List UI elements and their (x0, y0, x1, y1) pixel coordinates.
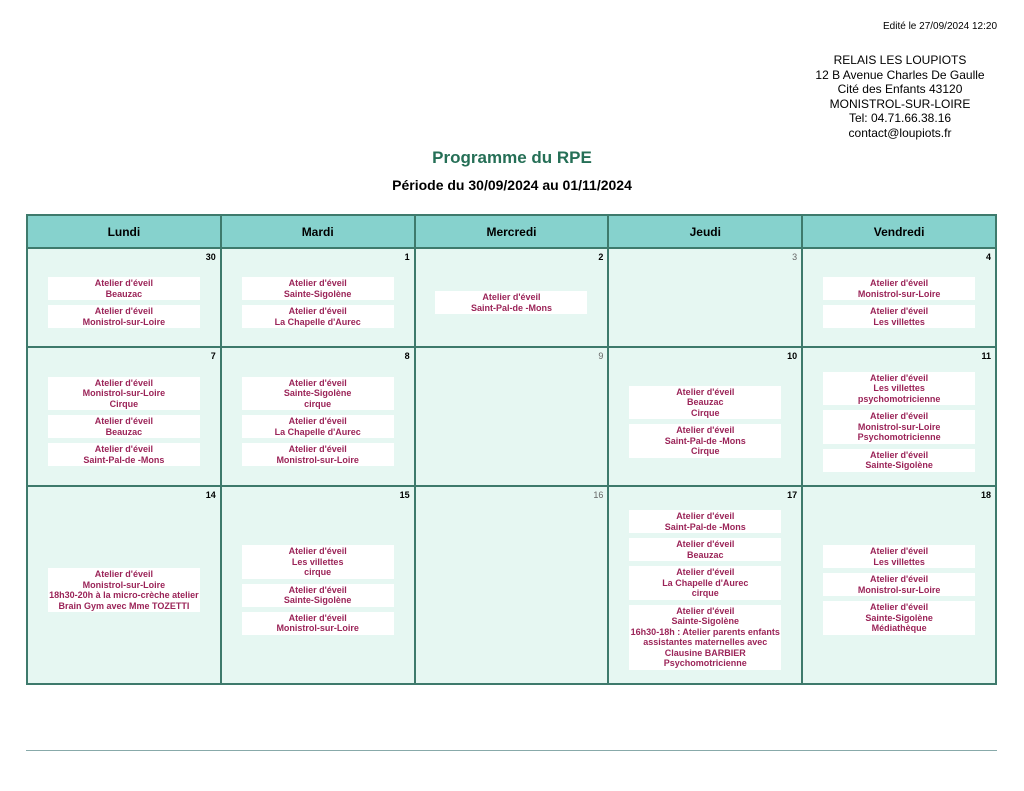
event-title: Atelier d'éveil (288, 584, 347, 595)
day-cell (27, 347, 221, 486)
day-number: 1 (404, 252, 410, 262)
day-number: 14 (205, 490, 216, 500)
event-detail: Monistrol-sur-Loire (82, 316, 166, 327)
event-card[interactable] (242, 612, 394, 635)
event-card[interactable] (48, 443, 200, 466)
event-title: Atelier d'éveil (676, 539, 735, 550)
event-card[interactable] (242, 305, 394, 328)
event-detail: cirque (691, 588, 719, 599)
day-header-lundi: Lundi (27, 215, 221, 248)
event-detail: Saint-Pal-de -Mons (664, 521, 746, 532)
event-card[interactable] (48, 305, 200, 328)
event-card[interactable] (242, 545, 394, 579)
day-cell (221, 347, 415, 486)
day-header-mardi: Mardi (221, 215, 415, 248)
org-phone: Tel: 04.71.66.38.16 (848, 111, 952, 125)
event-title: Atelier d'éveil (288, 416, 347, 427)
week-row (27, 248, 996, 347)
event-card[interactable] (242, 443, 394, 466)
day-cell (608, 486, 802, 684)
day-cell (415, 248, 609, 347)
day-cell (608, 248, 802, 347)
event-card[interactable] (629, 605, 781, 670)
event-detail: Cirque (109, 398, 139, 409)
event-title: Atelier d'éveil (676, 425, 735, 435)
event-detail: Les villettes (873, 316, 925, 327)
day-cell (221, 248, 415, 347)
event-detail: Les villettes (873, 383, 925, 393)
week-row (27, 347, 996, 486)
event-detail: cirque (304, 567, 332, 578)
event-detail: Monistrol-sur-Loire (857, 584, 941, 595)
event-title: Atelier d'éveil (870, 306, 929, 316)
event-detail: Cirque (691, 407, 720, 418)
event-card[interactable] (48, 377, 200, 411)
event-detail: Monistrol-sur-Loire (857, 421, 941, 432)
event-card[interactable] (242, 277, 394, 300)
event-title: Atelier d'éveil (870, 574, 929, 585)
day-number: 15 (399, 490, 410, 500)
event-card[interactable] (435, 291, 587, 314)
event-title: Atelier d'éveil (288, 278, 347, 288)
day-cell (27, 248, 221, 347)
organization-address (780, 53, 1020, 140)
event-detail: 18h30-20h à la micro-crèche atelier Brain Gym avec Mme TOZETTI (49, 590, 199, 611)
event-detail: Psychomotricienne (857, 432, 941, 442)
event-detail: Beauzac (687, 397, 724, 407)
event-card[interactable] (823, 449, 975, 472)
event-detail: Cirque (691, 446, 720, 456)
event-card[interactable] (823, 601, 975, 635)
edit-timestamp: Edité le 27/09/2024 12:20 (883, 21, 997, 32)
event-title: Atelier d'éveil (870, 449, 929, 460)
event-card[interactable] (823, 277, 975, 300)
event-detail: Monistrol-sur-Loire (276, 623, 359, 634)
event-title: Atelier d'éveil (288, 377, 347, 388)
day-cell (608, 347, 802, 486)
event-title: Atelier d'éveil (94, 569, 153, 579)
event-card[interactable] (629, 386, 781, 420)
event-card[interactable] (242, 415, 394, 438)
event-title: Atelier d'éveil (870, 411, 929, 421)
org-street: 12 B Avenue Charles De Gaulle (815, 67, 985, 82)
event-card[interactable] (629, 538, 781, 561)
event-title: Atelier d'éveil (94, 416, 153, 427)
day-cell (802, 248, 996, 347)
event-detail: Médiathèque (871, 623, 927, 634)
event-detail: Sainte-Sigolène (865, 612, 933, 623)
event-detail: Les villettes (291, 556, 344, 567)
event-card[interactable] (823, 573, 975, 596)
event-title: Atelier d'éveil (676, 605, 735, 616)
event-title: Atelier d'éveil (482, 292, 541, 302)
day-number: 30 (205, 252, 216, 262)
day-number: 10 (787, 351, 798, 361)
event-detail: Les villettes (873, 556, 925, 567)
event-title: Atelier d'éveil (870, 602, 929, 613)
day-number: 9 (598, 351, 604, 361)
day-number: 8 (404, 351, 410, 361)
event-card[interactable] (48, 277, 200, 300)
event-detail: Beauzac (105, 426, 143, 437)
event-detail: Sainte-Sigolène (283, 288, 352, 299)
day-cell (221, 486, 415, 684)
event-title: Atelier d'éveil (288, 306, 347, 316)
calendar-table (26, 214, 997, 685)
event-detail: Monistrol-sur-Loire (82, 579, 166, 590)
event-title: Atelier d'éveil (288, 612, 347, 623)
day-header-jeudi: Jeudi (608, 215, 802, 248)
day-cell (415, 486, 609, 684)
event-detail: La Chapelle d'Aurec (662, 577, 749, 588)
event-title: Atelier d'éveil (288, 546, 347, 557)
event-title: Atelier d'éveil (676, 511, 735, 522)
day-number: 4 (985, 252, 991, 262)
event-title: Atelier d'éveil (870, 278, 929, 288)
period-subtitle: Période du 30/09/2024 au 01/11/2024 (392, 177, 632, 193)
org-city: MONISTROL-SUR-LOIRE (829, 96, 971, 111)
event-title: Atelier d'éveil (94, 444, 153, 455)
event-detail: cirque (304, 398, 332, 409)
event-detail: Saint-Pal-de -Mons (664, 435, 746, 446)
event-detail: Monistrol-sur-Loire (276, 454, 359, 465)
event-card[interactable] (48, 415, 200, 438)
day-number: 2 (598, 252, 604, 262)
day-number: 7 (210, 351, 216, 361)
event-title: Atelier d'éveil (870, 546, 929, 557)
event-detail: Monistrol-sur-Loire (82, 388, 166, 399)
footer-divider (26, 750, 997, 751)
event-card[interactable] (823, 372, 975, 406)
event-detail: Saint-Pal-de -Mons (470, 302, 552, 313)
day-number: 11 (981, 351, 991, 361)
day-number: 16 (593, 490, 604, 500)
event-detail: Beauzac (687, 549, 724, 560)
org-name: RELAIS LES LOUPIOTS (833, 53, 967, 67)
event-title: Atelier d'éveil (94, 278, 153, 288)
event-card[interactable] (823, 305, 975, 328)
event-card[interactable] (629, 566, 781, 600)
event-detail: Sainte-Sigolène (283, 388, 352, 399)
day-header-vendredi: Vendredi (802, 215, 996, 248)
event-card[interactable] (823, 410, 975, 444)
event-card[interactable] (48, 568, 200, 612)
event-title: Atelier d'éveil (94, 377, 153, 388)
day-cell (27, 486, 221, 684)
event-card[interactable] (629, 510, 781, 533)
event-detail: Beauzac (105, 288, 143, 299)
event-detail: La Chapelle d'Aurec (274, 426, 361, 437)
event-detail: Sainte-Sigolène (283, 595, 352, 606)
event-detail: Sainte-Sigolène (671, 616, 740, 627)
event-detail: psychomotricienne (857, 393, 941, 404)
day-cell (415, 347, 609, 486)
calendar-header-row (27, 215, 996, 248)
day-number: 3 (792, 252, 798, 262)
event-detail: Saint-Pal-de -Mons (83, 454, 165, 465)
event-detail: Monistrol-sur-Loire (857, 288, 941, 299)
event-title: Atelier d'éveil (676, 567, 735, 578)
event-detail: Sainte-Sigolène (865, 460, 933, 470)
event-card[interactable] (242, 584, 394, 607)
event-title: Atelier d'éveil (676, 386, 735, 397)
event-card[interactable] (629, 424, 781, 458)
day-cell (802, 486, 996, 684)
event-title: Atelier d'éveil (94, 306, 153, 316)
event-card[interactable] (823, 545, 975, 568)
page-title: Programme du RPE (432, 148, 592, 167)
event-title: Atelier d'éveil (870, 372, 929, 383)
day-header-mercredi: Mercredi (415, 215, 609, 248)
org-email[interactable]: contact@loupiots.fr (848, 125, 952, 140)
org-building: Cité des Enfants 43120 (837, 82, 963, 96)
day-cell (802, 347, 996, 486)
day-number: 18 (980, 490, 991, 500)
day-number: 17 (787, 490, 798, 500)
event-detail: La Chapelle d'Aurec (274, 316, 361, 327)
event-card[interactable] (242, 377, 394, 411)
event-detail: 16h30-18h : Atelier parents enfants assistantes maternelles avec Clausine BARBIER Psychomotricienne (630, 626, 780, 669)
week-row (27, 486, 996, 684)
event-title: Atelier d'éveil (288, 444, 347, 455)
